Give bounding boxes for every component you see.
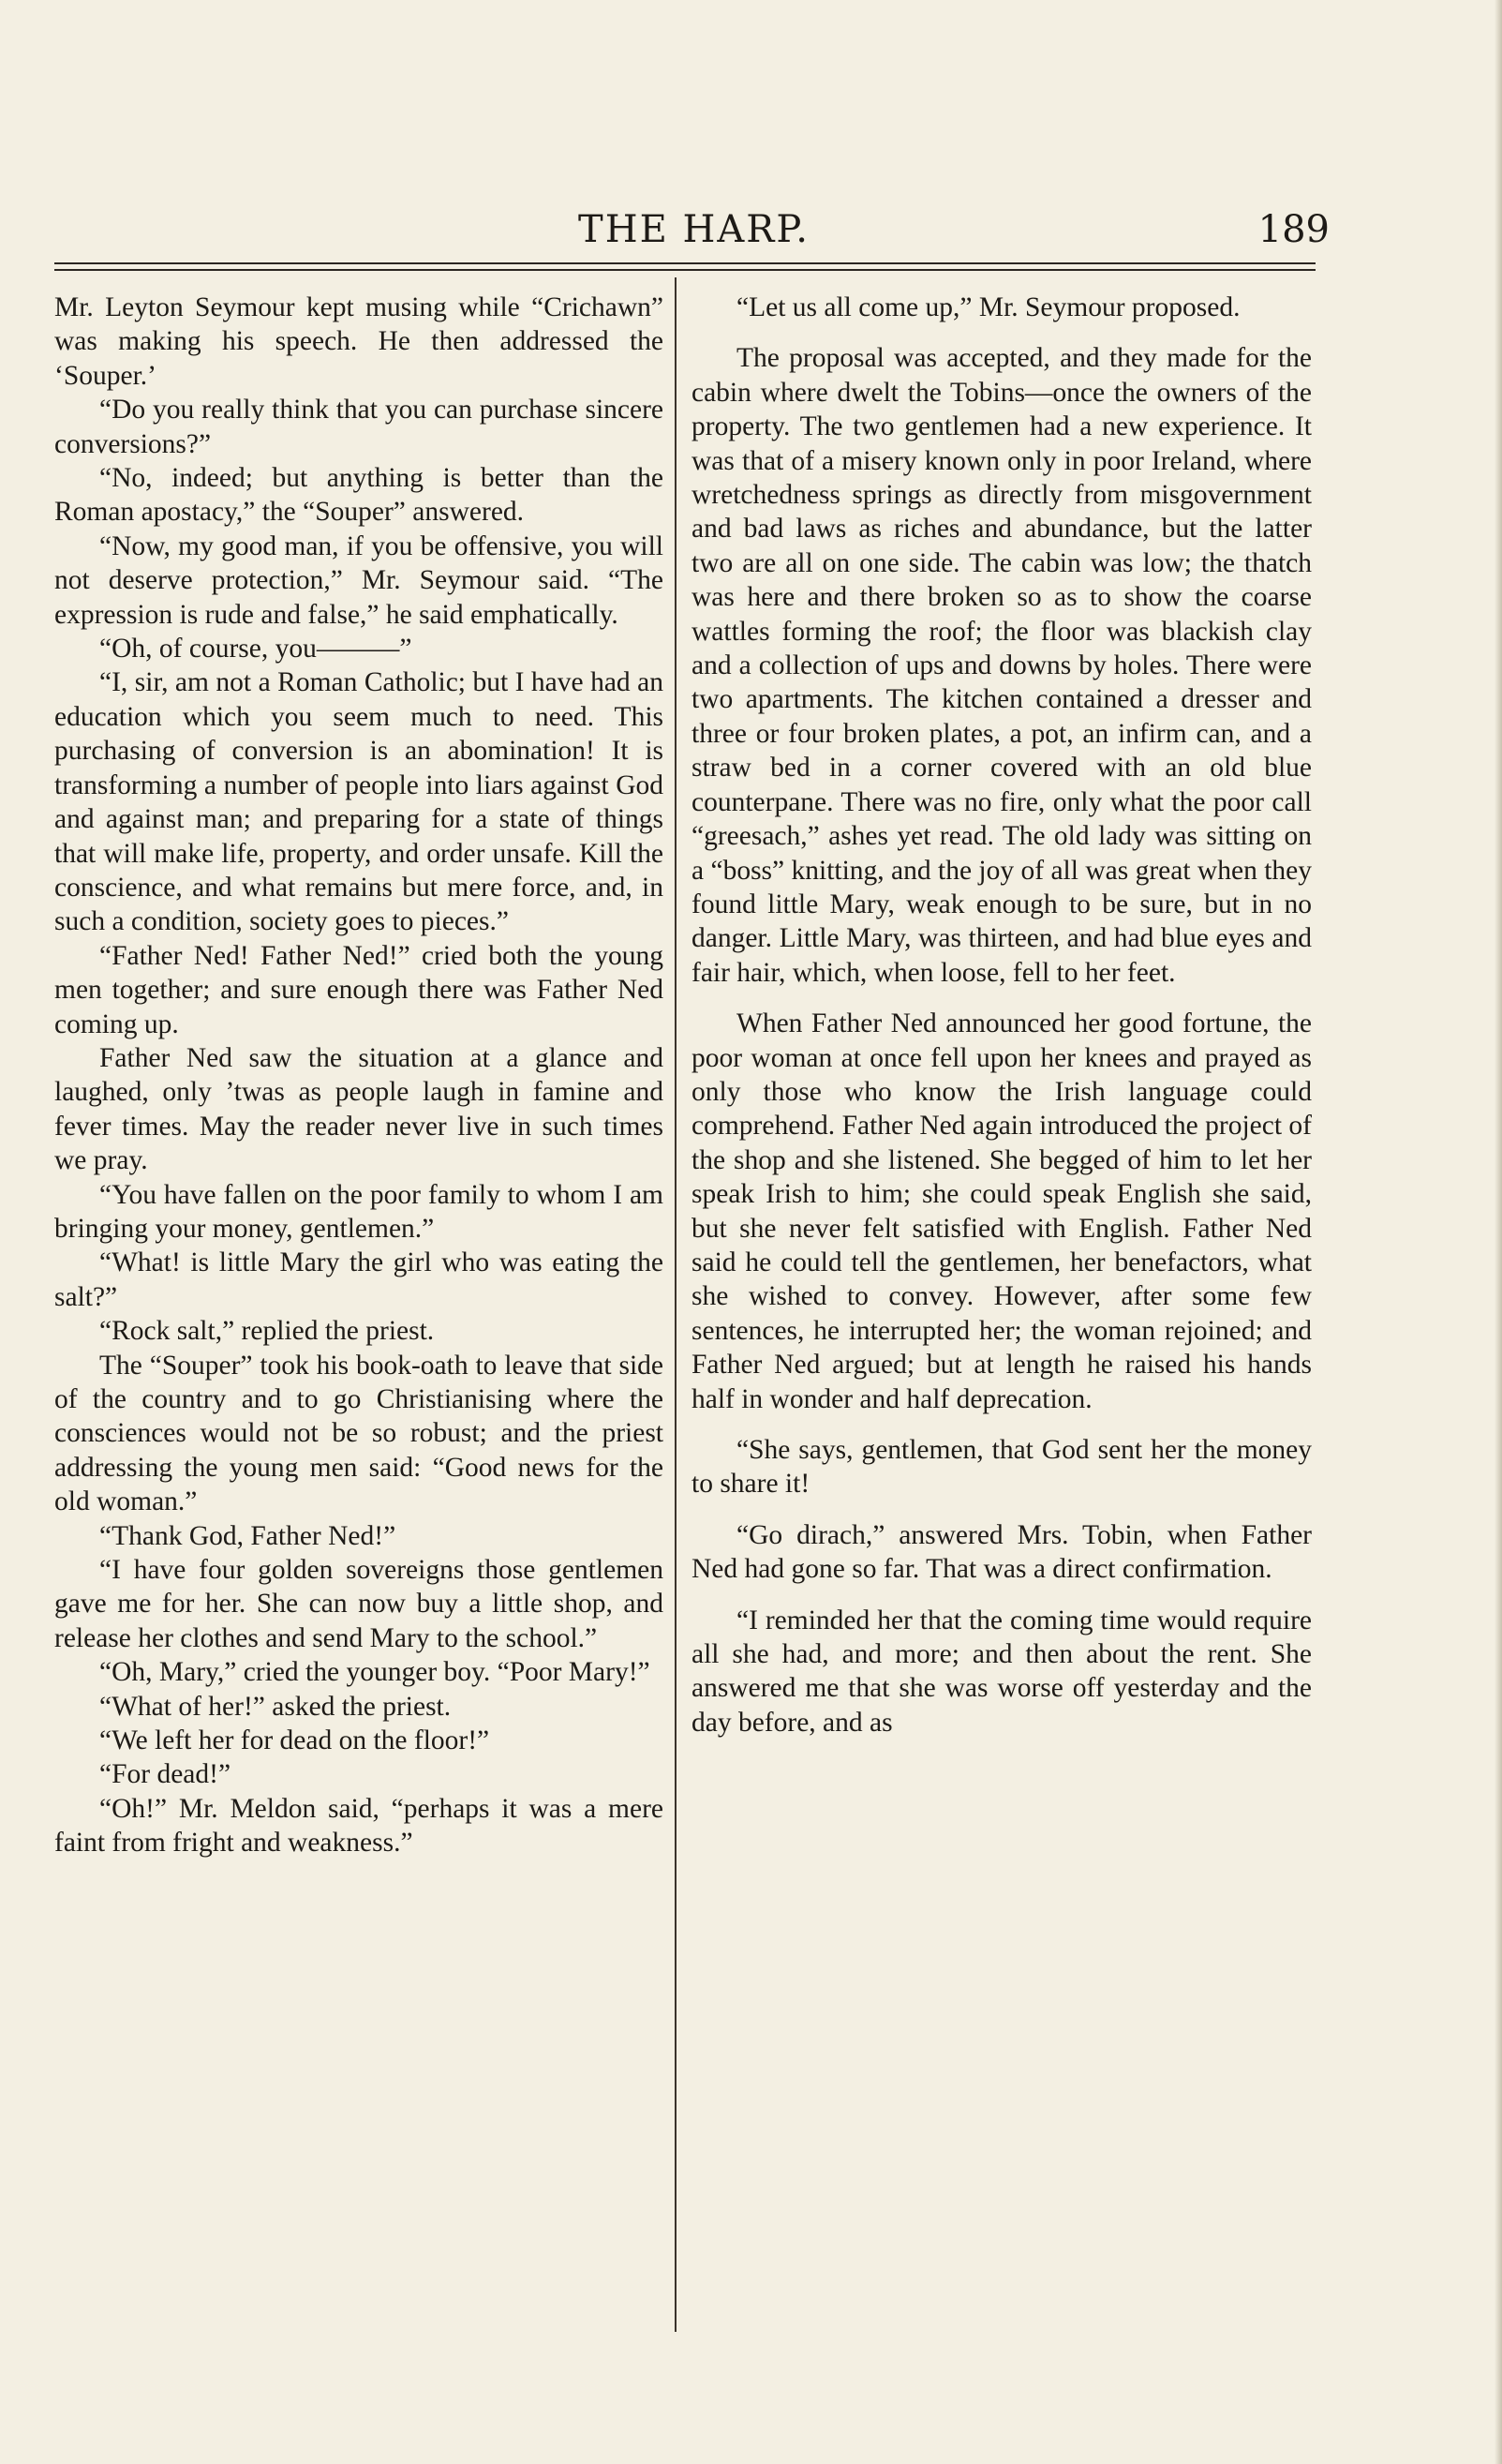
paragraph: “Go dirach,” answered Mrs. Tobin, when Father Ned had gone so far. That was a direct confirmation. [692, 1519, 1312, 1585]
paragraph: “Oh!” Mr. Meldon said, “perhaps it was a mere faint from fright and weakness.” [54, 1793, 663, 1859]
paragraph: “We left her for dead on the floor!” [99, 1725, 490, 1756]
paragraph: “I, sir, am not a Roman Catholic; but I have had an education which you seem much to need. This purchasing of conversion is an abomination! It is transforming a number of people into liars against God and against man; and preparing for a state of things that will make life, property, and order unsafe. Kill the conscience, and what remains but mere force, and, in such a condition, society goes to pieces.” [54, 667, 663, 937]
paragraph: “Father Ned! Father Ned!” cried both the young men together; and sure enough there was Father Ned coming up. [54, 940, 663, 1039]
paragraph: “I have four golden sovereigns those gentlemen gave me for her. She can now buy a little shop, and release her clothes and send Mary to the school.” [54, 1555, 663, 1653]
paragraph: “No, indeed; but anything is better than the Roman apostacy,” the “Souper” answered. [54, 463, 663, 528]
paragraph: “For dead!” [99, 1759, 231, 1790]
running-title: THE HARP. [578, 208, 810, 251]
paragraph: The “Souper” took his book-oath to leave that side of the country and to go Christianising where the consciences would not be so robust; and the priest addressing the young men said: “Good news for the old woman.” [54, 1350, 663, 1517]
paragraph: Mr. Leyton Seymour kept musing while “Crichawn” was making his speech. He then addressed the ‘Souper.’ [54, 292, 663, 391]
paragraph: “Now, my good man, if you be offensive, you will not deserve protection,” Mr. Seymour said. “The expression is rude and false,” he said emphatically. [54, 530, 663, 630]
paragraph: “You have fallen on the poor family to whom I am bringing your money, gentlemen.” [54, 1179, 663, 1244]
paragraph: “Do you really think that you can purchase sincere conversions?” [54, 395, 663, 459]
header-rule-bottom [54, 269, 1316, 271]
header-rule-top [54, 262, 1316, 264]
paragraph: “What of her!” asked the priest. [99, 1691, 452, 1722]
left-column [54, 291, 663, 1860]
paragraph: “Oh, Mary,” cried the younger boy. “Poor Mary!” [99, 1657, 650, 1688]
paragraph: “She says, gentlemen, that God sent her the money to share it! [692, 1435, 1312, 1500]
paragraph: “Oh, of course, you———” [99, 634, 412, 665]
paragraph: The proposal was accepted, and they made for the cabin where dwelt the Tobins—once the owners of the property. The two gentlemen had a new experience. It was that of a misery known only in poor Ireland, where wretchedness springs as directly from misgovernment and bad laws as riches and abundance, but the latter two are all on one side. The cabin was low; the thatch was here and there broken so as to show the coarse wattles forming the roof; the floor was blackish clay and a collection of ups and downs by holes. There were two apartments. The kitchen contained a dresser and three or four broken plates, a pot, an infirm can, and a straw bed in a corner covered with an old blue counterpane. There was no fire, only what the poor call “greesach,” ashes yet read. The old lady was sitting on a “boss” knitting, and the joy of all was great when they found little Mary, weak enough to be sure, but in no danger. Little Mary, was thirteen, and had blue eyes and fair hair, which, when loose, fell to her feet. [692, 343, 1312, 988]
paragraph: “Rock salt,” replied the priest. [99, 1316, 435, 1347]
page-number: 189 [1257, 208, 1330, 251]
page-header [54, 208, 1333, 270]
column-divider [675, 277, 677, 2332]
paragraph: “I reminded her that the coming time would require all she had, and more; and then about the rent. She answered me that she was worse off yesterday and the day before, and as [692, 1605, 1312, 1738]
paragraph: When Father Ned announced her good fortune, the poor woman at once fell upon her knees and prayed as only those who know the Irish language could comprehend. Father Ned again introduced the project of the shop and she listened. She begged of him to let her speak Irish to him; she could speak English she said, but she never felt satisfied with English. Father Ned said he could tell the gentlemen, her benefactors, what she wished to convey. However, after some few sentences, he interrupted her; the woman rejoined; and Father Ned argued; but at length he raised his hands half in wonder and half deprecation. [692, 1008, 1312, 1414]
paragraph: “Let us all come up,” Mr. Seymour proposed. [736, 292, 1241, 322]
paragraph: “Thank God, Father Ned!” [99, 1520, 396, 1551]
paragraph: “What! is little Mary the girl who was eating the salt?” [54, 1247, 663, 1312]
paragraph: Father Ned saw the situation at a glance and laughed, only ’twas as people laugh in famine and fever times. May the reader never live in such times we pray. [54, 1042, 663, 1176]
right-column [692, 291, 1312, 1740]
page-edge-shadow [1495, 0, 1502, 2464]
